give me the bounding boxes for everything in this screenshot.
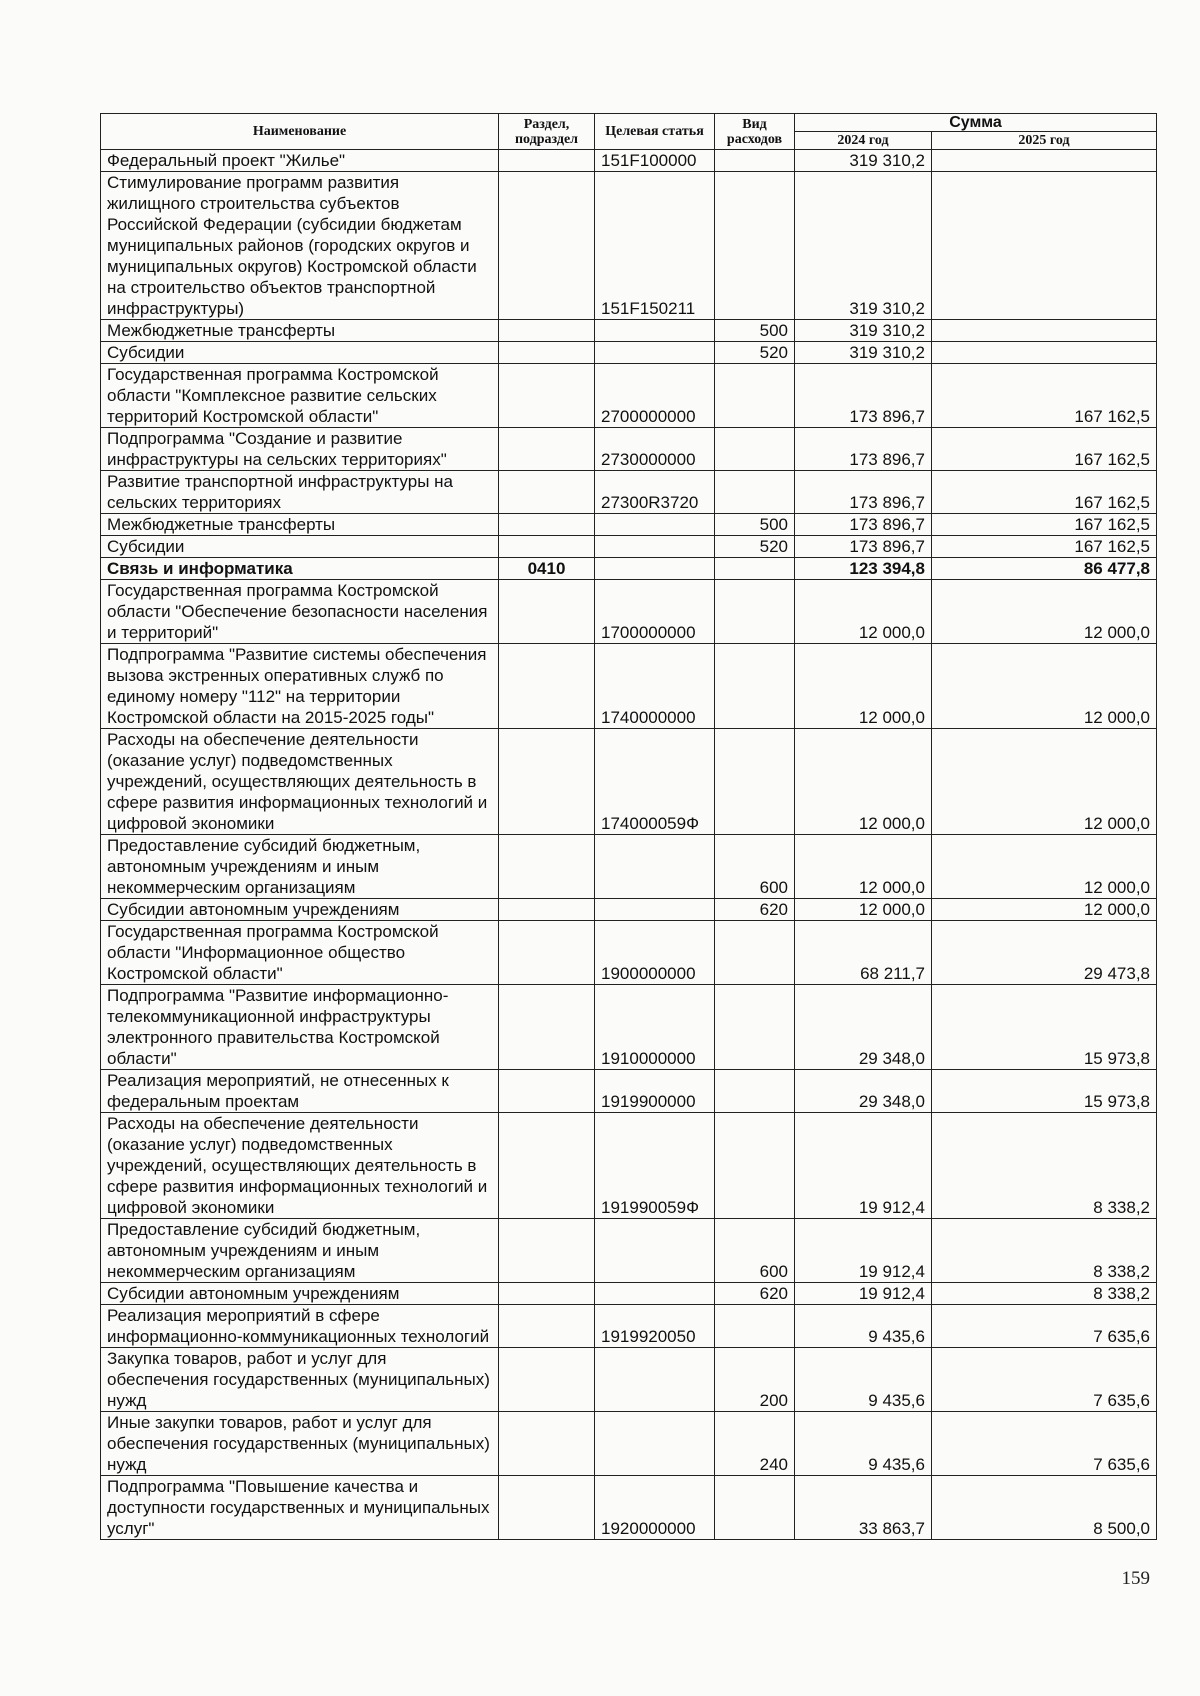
row-sum-2025: 7 635,6 xyxy=(932,1412,1157,1476)
row-target-code xyxy=(595,1412,715,1476)
table-row xyxy=(101,364,1157,428)
row-name: Предоставление субсидий бюджетным, автономным учреждениям и иным некоммерческим организациям xyxy=(101,1219,499,1283)
row-section xyxy=(499,428,595,471)
row-target-code: 27300R3720 xyxy=(595,471,715,514)
row-sum-2025: 7 635,6 xyxy=(932,1305,1157,1348)
row-expense-kind xyxy=(715,1070,795,1113)
row-expense-kind: 240 xyxy=(715,1412,795,1476)
table-row xyxy=(101,835,1157,899)
row-section xyxy=(499,172,595,320)
row-expense-kind xyxy=(715,150,795,172)
row-name: Межбюджетные трансферты xyxy=(101,320,499,342)
row-sum-2024: 12 000,0 xyxy=(795,835,932,899)
row-sum-2024: 29 348,0 xyxy=(795,1070,932,1113)
header-year-2025: 2025 год xyxy=(932,132,1157,150)
row-sum-2025: 167 162,5 xyxy=(932,364,1157,428)
row-target-code: 2700000000 xyxy=(595,364,715,428)
row-section xyxy=(499,1219,595,1283)
table-row xyxy=(101,428,1157,471)
row-name: Стимулирование программ развития жилищного строительства субъектов Российской Федерации (субсидии бюджетам муниципальных районов (городских округов и муниципальных округов) Костромской области на строительство объектов транспортной инфраструктуры) xyxy=(101,172,499,320)
row-section xyxy=(499,1113,595,1219)
row-sum-2024: 9 435,6 xyxy=(795,1305,932,1348)
row-section: 0410 xyxy=(499,558,595,580)
row-name: Государственная программа Костромской области "Обеспечение безопасности населения и территорий" xyxy=(101,580,499,644)
table-row xyxy=(101,580,1157,644)
row-section xyxy=(499,1348,595,1412)
row-section xyxy=(499,985,595,1070)
row-expense-kind: 620 xyxy=(715,1283,795,1305)
header-kind: Вид расходов xyxy=(715,114,795,150)
row-expense-kind xyxy=(715,729,795,835)
row-expense-kind: 200 xyxy=(715,1348,795,1412)
row-expense-kind: 500 xyxy=(715,320,795,342)
row-target-code: 1740000000 xyxy=(595,644,715,729)
row-name: Подпрограмма "Развитие системы обеспечения вызова экстренных оперативных служб по единому номеру "112" на территории Костромской области на 2015-2025 годы" xyxy=(101,644,499,729)
row-name: Подпрограмма "Создание и развитие инфраструктуры на сельских территориях" xyxy=(101,428,499,471)
row-name: Субсидии xyxy=(101,342,499,364)
row-name: Подпрограмма "Развитие информационно-телекоммуникационной инфраструктуры электронного правительства Костромской области" xyxy=(101,985,499,1070)
row-sum-2024: 12 000,0 xyxy=(795,644,932,729)
row-section xyxy=(499,1070,595,1113)
row-target-code xyxy=(595,558,715,580)
row-section xyxy=(499,580,595,644)
row-name: Субсидии автономным учреждениям xyxy=(101,1283,499,1305)
row-target-code xyxy=(595,1348,715,1412)
header-section: Раздел, подраздел xyxy=(499,114,595,150)
table-row xyxy=(101,1305,1157,1348)
row-section xyxy=(499,921,595,985)
row-name: Федеральный проект "Жилье" xyxy=(101,150,499,172)
row-target-code: 1920000000 xyxy=(595,1476,715,1540)
page-number: 159 xyxy=(1121,1568,1150,1589)
row-name: Расходы на обеспечение деятельности (оказание услуг) подведомственных учреждений, осуществляющих деятельность в сфере развития информационных технологий и цифровой экономики xyxy=(101,729,499,835)
row-sum-2025: 8 338,2 xyxy=(932,1283,1157,1305)
row-section xyxy=(499,644,595,729)
row-name: Реализация мероприятий в сфере информационно-коммуникационных технологий xyxy=(101,1305,499,1348)
row-name: Межбюджетные трансферты xyxy=(101,514,499,536)
row-sum-2024: 173 896,7 xyxy=(795,364,932,428)
row-sum-2025 xyxy=(932,342,1157,364)
row-target-code xyxy=(595,1219,715,1283)
row-sum-2025: 15 973,8 xyxy=(932,1070,1157,1113)
row-sum-2024: 123 394,8 xyxy=(795,558,932,580)
row-expense-kind xyxy=(715,644,795,729)
row-name: Развитие транспортной инфраструктуры на сельских территориях xyxy=(101,471,499,514)
row-target-code xyxy=(595,1283,715,1305)
table-row xyxy=(101,1348,1157,1412)
table-row xyxy=(101,1219,1157,1283)
row-expense-kind: 620 xyxy=(715,899,795,921)
row-sum-2025: 86 477,8 xyxy=(932,558,1157,580)
row-section xyxy=(499,536,595,558)
row-expense-kind: 600 xyxy=(715,835,795,899)
row-sum-2025: 167 162,5 xyxy=(932,428,1157,471)
header-sum: Сумма xyxy=(795,114,1157,132)
table-row xyxy=(101,1283,1157,1305)
row-sum-2024: 19 912,4 xyxy=(795,1219,932,1283)
row-target-code xyxy=(595,342,715,364)
row-section xyxy=(499,1476,595,1540)
row-target-code: 191990059Ф xyxy=(595,1113,715,1219)
row-section xyxy=(499,364,595,428)
row-name: Субсидии автономным учреждениям xyxy=(101,899,499,921)
row-expense-kind xyxy=(715,1305,795,1348)
row-section xyxy=(499,1412,595,1476)
row-expense-kind xyxy=(715,1476,795,1540)
row-section xyxy=(499,471,595,514)
table-row xyxy=(101,471,1157,514)
row-name: Подпрограмма "Повышение качества и доступности государственных и муниципальных услуг" xyxy=(101,1476,499,1540)
row-section xyxy=(499,899,595,921)
table-row xyxy=(101,1070,1157,1113)
table-row xyxy=(101,514,1157,536)
row-name: Расходы на обеспечение деятельности (оказание услуг) подведомственных учреждений, осуществляющих деятельность в сфере развития информационных технологий и цифровой экономики xyxy=(101,1113,499,1219)
table-row xyxy=(101,558,1157,580)
row-expense-kind: 520 xyxy=(715,536,795,558)
row-sum-2025: 12 000,0 xyxy=(932,835,1157,899)
row-sum-2024: 12 000,0 xyxy=(795,580,932,644)
table-header xyxy=(101,114,1157,150)
row-name: Предоставление субсидий бюджетным, автономным учреждениям и иным некоммерческим организациям xyxy=(101,835,499,899)
row-target-code: 2730000000 xyxy=(595,428,715,471)
row-sum-2024: 319 310,2 xyxy=(795,320,932,342)
row-sum-2025: 12 000,0 xyxy=(932,580,1157,644)
table-row xyxy=(101,150,1157,172)
row-sum-2024: 319 310,2 xyxy=(795,342,932,364)
row-sum-2025: 12 000,0 xyxy=(932,729,1157,835)
budget-table xyxy=(100,113,1157,1540)
row-target-code xyxy=(595,835,715,899)
row-sum-2024: 319 310,2 xyxy=(795,150,932,172)
row-target-code xyxy=(595,514,715,536)
row-sum-2024: 12 000,0 xyxy=(795,729,932,835)
row-target-code: 1900000000 xyxy=(595,921,715,985)
table-row xyxy=(101,644,1157,729)
table-row xyxy=(101,985,1157,1070)
table-row xyxy=(101,921,1157,985)
row-expense-kind xyxy=(715,580,795,644)
row-section xyxy=(499,150,595,172)
row-target-code xyxy=(595,536,715,558)
row-sum-2025: 8 500,0 xyxy=(932,1476,1157,1540)
table-row xyxy=(101,1113,1157,1219)
row-target-code: 151F100000 xyxy=(595,150,715,172)
row-target-code: 1919920050 xyxy=(595,1305,715,1348)
row-sum-2025: 167 162,5 xyxy=(932,536,1157,558)
table-row xyxy=(101,172,1157,320)
table-body xyxy=(101,150,1157,1540)
row-section xyxy=(499,320,595,342)
table-row xyxy=(101,342,1157,364)
row-sum-2025 xyxy=(932,150,1157,172)
row-sum-2025: 15 973,8 xyxy=(932,985,1157,1070)
row-sum-2024: 9 435,6 xyxy=(795,1412,932,1476)
row-expense-kind xyxy=(715,985,795,1070)
row-sum-2024: 173 896,7 xyxy=(795,428,932,471)
table-row xyxy=(101,729,1157,835)
table-row xyxy=(101,1412,1157,1476)
row-sum-2025: 7 635,6 xyxy=(932,1348,1157,1412)
row-section xyxy=(499,1305,595,1348)
row-sum-2024: 173 896,7 xyxy=(795,514,932,536)
row-sum-2024: 9 435,6 xyxy=(795,1348,932,1412)
header-year-2024: 2024 год xyxy=(795,132,932,150)
row-target-code: 1919900000 xyxy=(595,1070,715,1113)
row-expense-kind xyxy=(715,558,795,580)
row-sum-2024: 29 348,0 xyxy=(795,985,932,1070)
row-sum-2025: 29 473,8 xyxy=(932,921,1157,985)
row-name: Государственная программа Костромской области "Комплексное развитие сельских территорий Костромской области" xyxy=(101,364,499,428)
table-row xyxy=(101,1476,1157,1540)
row-sum-2025: 167 162,5 xyxy=(932,471,1157,514)
row-expense-kind xyxy=(715,364,795,428)
row-section xyxy=(499,342,595,364)
row-name: Государственная программа Костромской области "Информационное общество Костромской области" xyxy=(101,921,499,985)
row-expense-kind: 520 xyxy=(715,342,795,364)
row-sum-2025 xyxy=(932,172,1157,320)
header-name: Наименование xyxy=(101,114,499,150)
row-section xyxy=(499,1283,595,1305)
row-expense-kind xyxy=(715,428,795,471)
row-sum-2024: 12 000,0 xyxy=(795,899,932,921)
row-sum-2024: 19 912,4 xyxy=(795,1113,932,1219)
row-section xyxy=(499,729,595,835)
table-row xyxy=(101,320,1157,342)
row-sum-2024: 319 310,2 xyxy=(795,172,932,320)
header-target: Целевая статья xyxy=(595,114,715,150)
row-expense-kind: 500 xyxy=(715,514,795,536)
row-target-code xyxy=(595,320,715,342)
row-name: Реализация мероприятий, не отнесенных к федеральным проектам xyxy=(101,1070,499,1113)
row-expense-kind: 600 xyxy=(715,1219,795,1283)
row-target-code xyxy=(595,899,715,921)
row-target-code: 151F150211 xyxy=(595,172,715,320)
row-name: Субсидии xyxy=(101,536,499,558)
row-name: Закупка товаров, работ и услуг для обеспечения государственных (муниципальных) нужд xyxy=(101,1348,499,1412)
row-sum-2025 xyxy=(932,320,1157,342)
row-expense-kind xyxy=(715,172,795,320)
row-sum-2024: 173 896,7 xyxy=(795,471,932,514)
row-target-code: 1700000000 xyxy=(595,580,715,644)
row-sum-2025: 12 000,0 xyxy=(932,899,1157,921)
row-sum-2024: 68 211,7 xyxy=(795,921,932,985)
row-sum-2024: 173 896,7 xyxy=(795,536,932,558)
row-section xyxy=(499,514,595,536)
table-row xyxy=(101,899,1157,921)
row-expense-kind xyxy=(715,471,795,514)
row-sum-2025: 12 000,0 xyxy=(932,644,1157,729)
row-section xyxy=(499,835,595,899)
row-target-code: 1910000000 xyxy=(595,985,715,1070)
row-name: Иные закупки товаров, работ и услуг для обеспечения государственных (муниципальных) нужд xyxy=(101,1412,499,1476)
table-row xyxy=(101,536,1157,558)
row-sum-2025: 167 162,5 xyxy=(932,514,1157,536)
row-sum-2025: 8 338,2 xyxy=(932,1113,1157,1219)
row-expense-kind xyxy=(715,1113,795,1219)
row-sum-2025: 8 338,2 xyxy=(932,1219,1157,1283)
row-expense-kind xyxy=(715,921,795,985)
row-target-code: 174000059Ф xyxy=(595,729,715,835)
row-sum-2024: 19 912,4 xyxy=(795,1283,932,1305)
row-sum-2024: 33 863,7 xyxy=(795,1476,932,1540)
row-name: Связь и информатика xyxy=(101,558,499,580)
